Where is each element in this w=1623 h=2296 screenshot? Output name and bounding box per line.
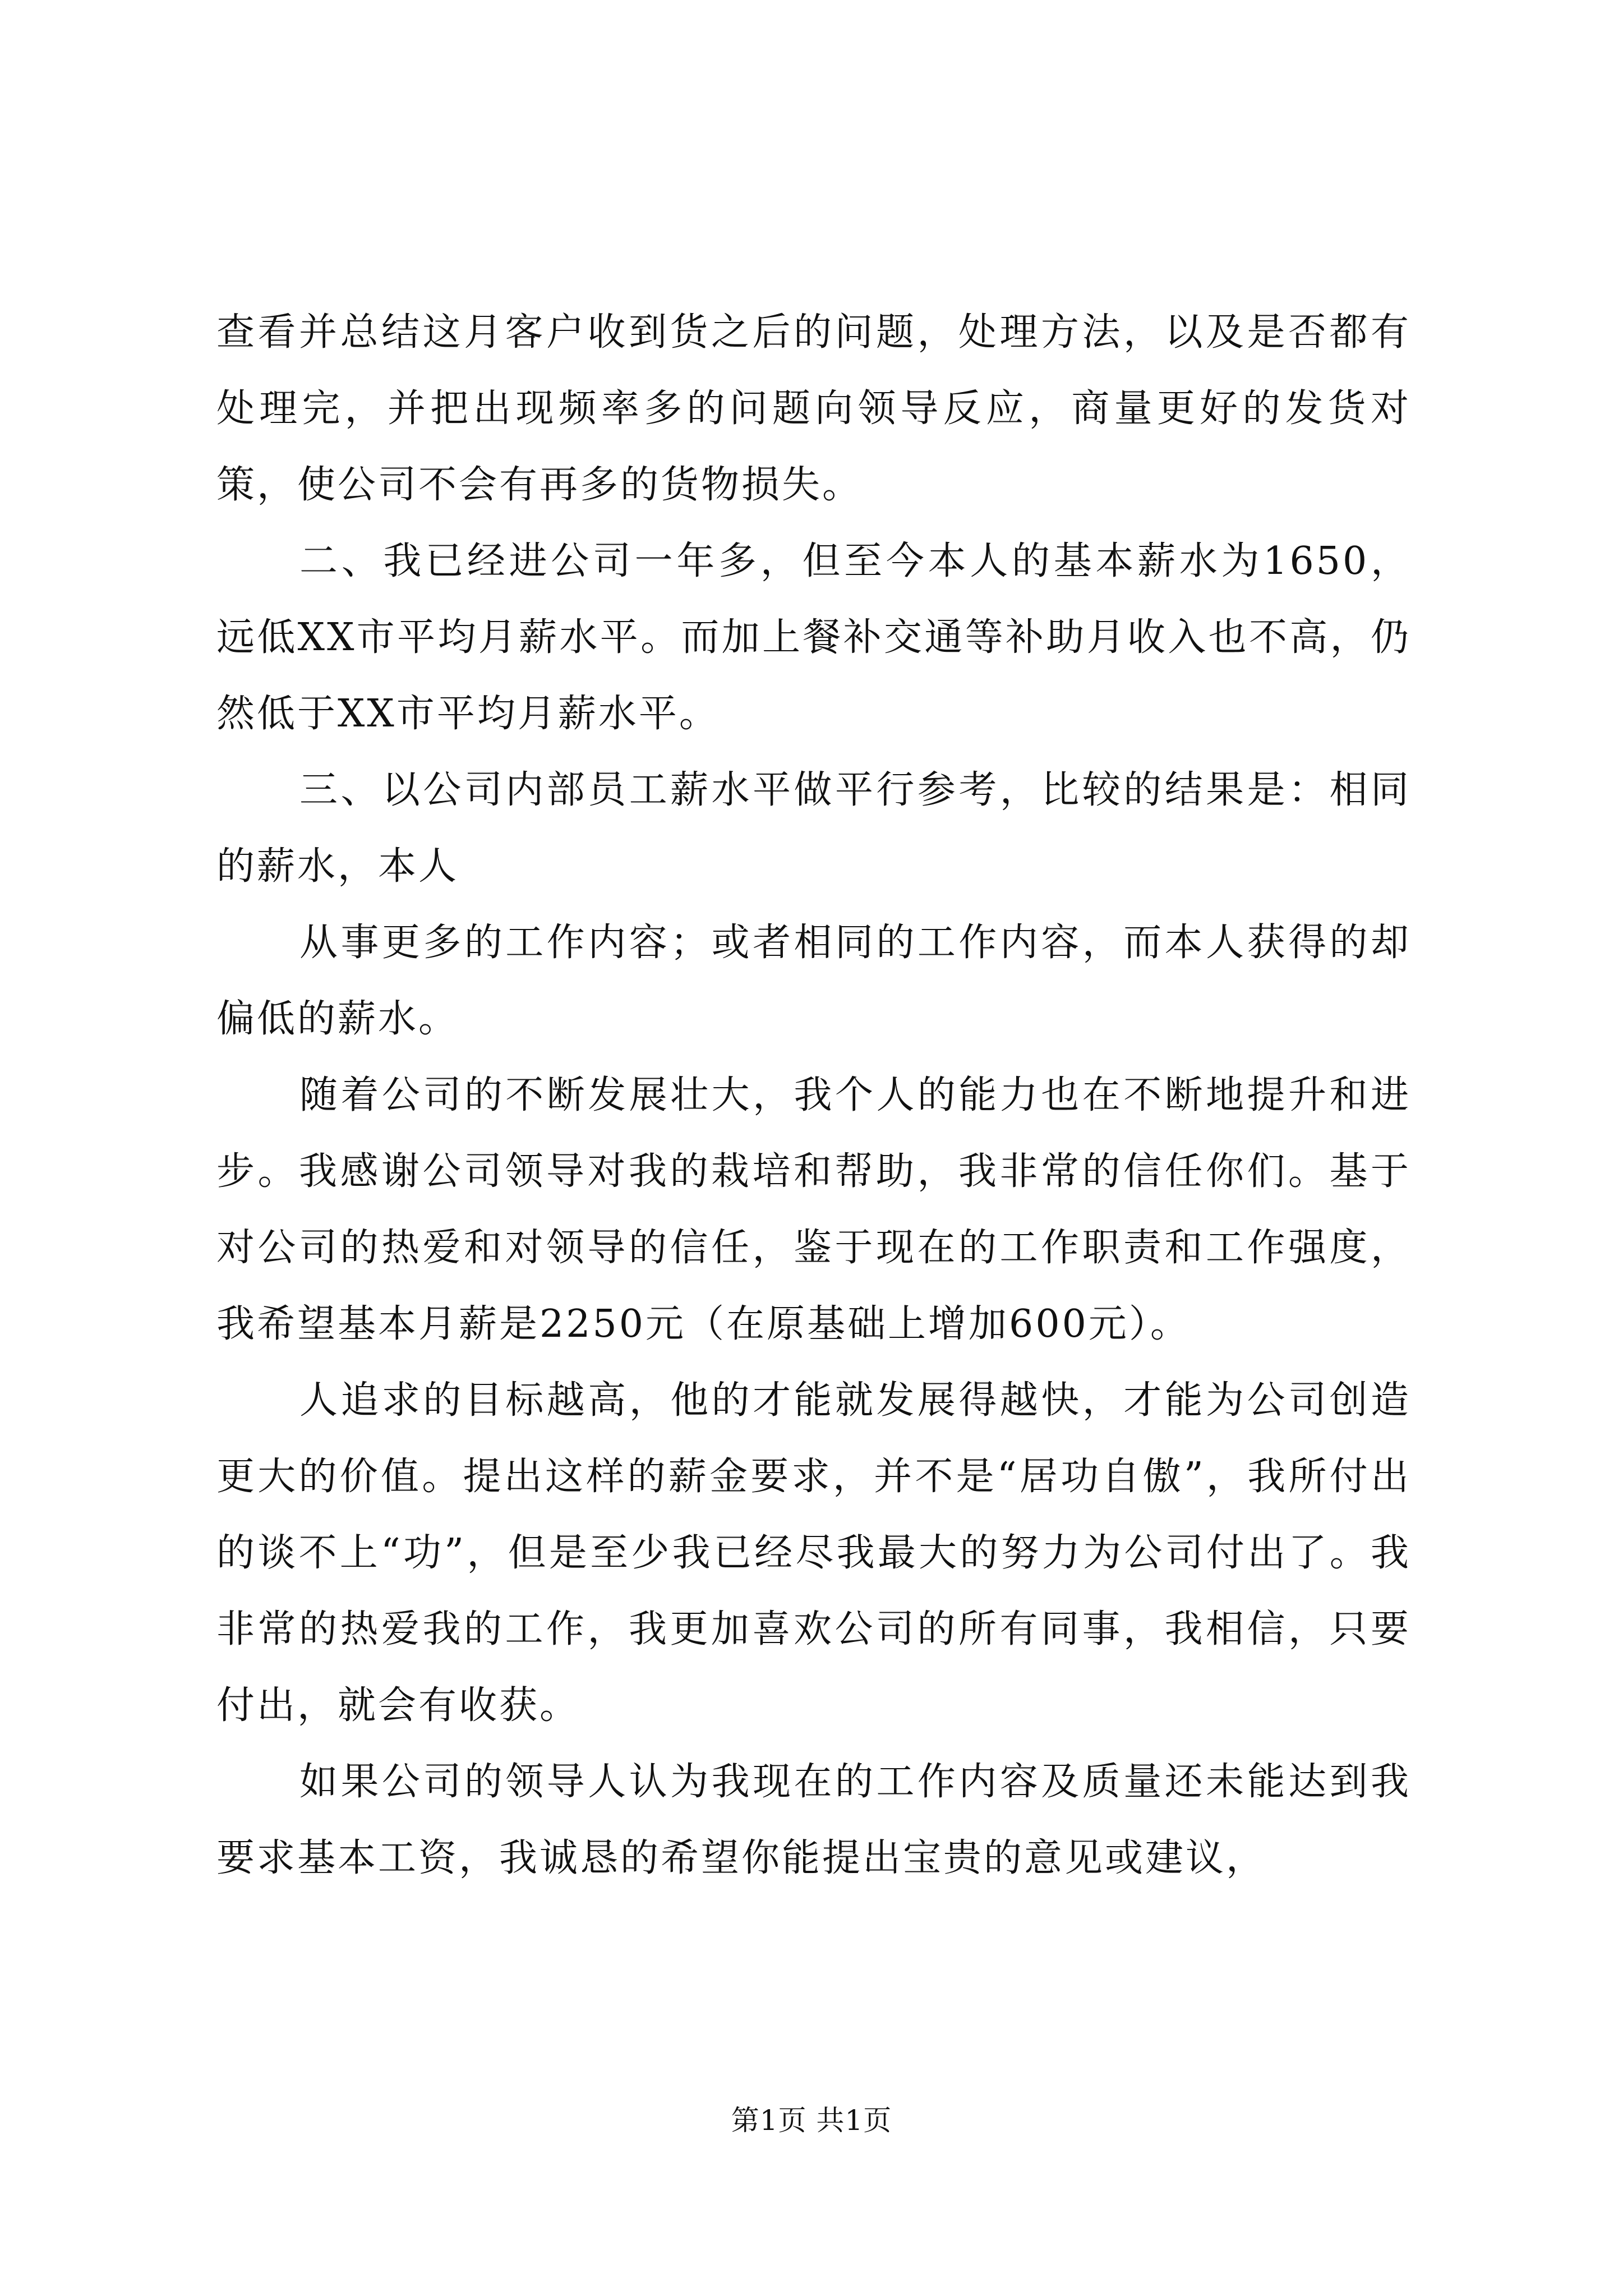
- paragraph-3: 三、以公司内部员工薪水平做平行参考，比较的结果是：相同的薪水，本人: [216, 768, 1411, 889]
- paragraph-4: 从事更多的工作内容；或者相同的工作内容，而本人获得的却偏低的薪水。: [216, 921, 1411, 1041]
- paragraph-7: 如果公司的领导人认为我现在的工作内容及质量还未能达到我要求基本工资，我诚恳的希望你能提出宝贵的意见或建议，: [216, 1760, 1411, 1880]
- document-body: [216, 295, 1411, 1897]
- paragraph-2: 二、我已经进公司一年多，但至今本人的基本薪水为1650，远低XX市平均月薪水平。而加上餐补交通等补助月收入也不高，仍然低于XX市平均月薪水平。: [216, 539, 1411, 736]
- paragraph-1: 查看并总结这月客户收到货之后的问题，处理方法，以及是否都有处理完，并把出现频率多的问题向领导反应，商量更好的发货对策，使公司不会有再多的货物损失。: [216, 310, 1411, 507]
- paragraph-6: 人追求的目标越高，他的才能就发展得越快，才能为公司创造更大的价值。提出这样的薪金要求，并不是“居功自傲”，我所付出的谈不上“功”，但是至少我已经尽我最大的努力为公司付出了。我非常的热爱我的工作，我更加喜欢公司的所有同事，我相信，只要付出，就会有收获。: [216, 1378, 1411, 1728]
- paragraph-5: 随着公司的不断发展壮大，我个人的能力也在不断地提升和进步。我感谢公司领导对我的栽培和帮助，我非常的信任你们。基于对公司的热爱和对领导的信任，鉴于现在的工作职责和工作强度，我希望基本月薪是2250元（在原基础上增加600元）。: [216, 1073, 1411, 1346]
- page-footer: 第1页 共1页: [731, 2104, 892, 2137]
